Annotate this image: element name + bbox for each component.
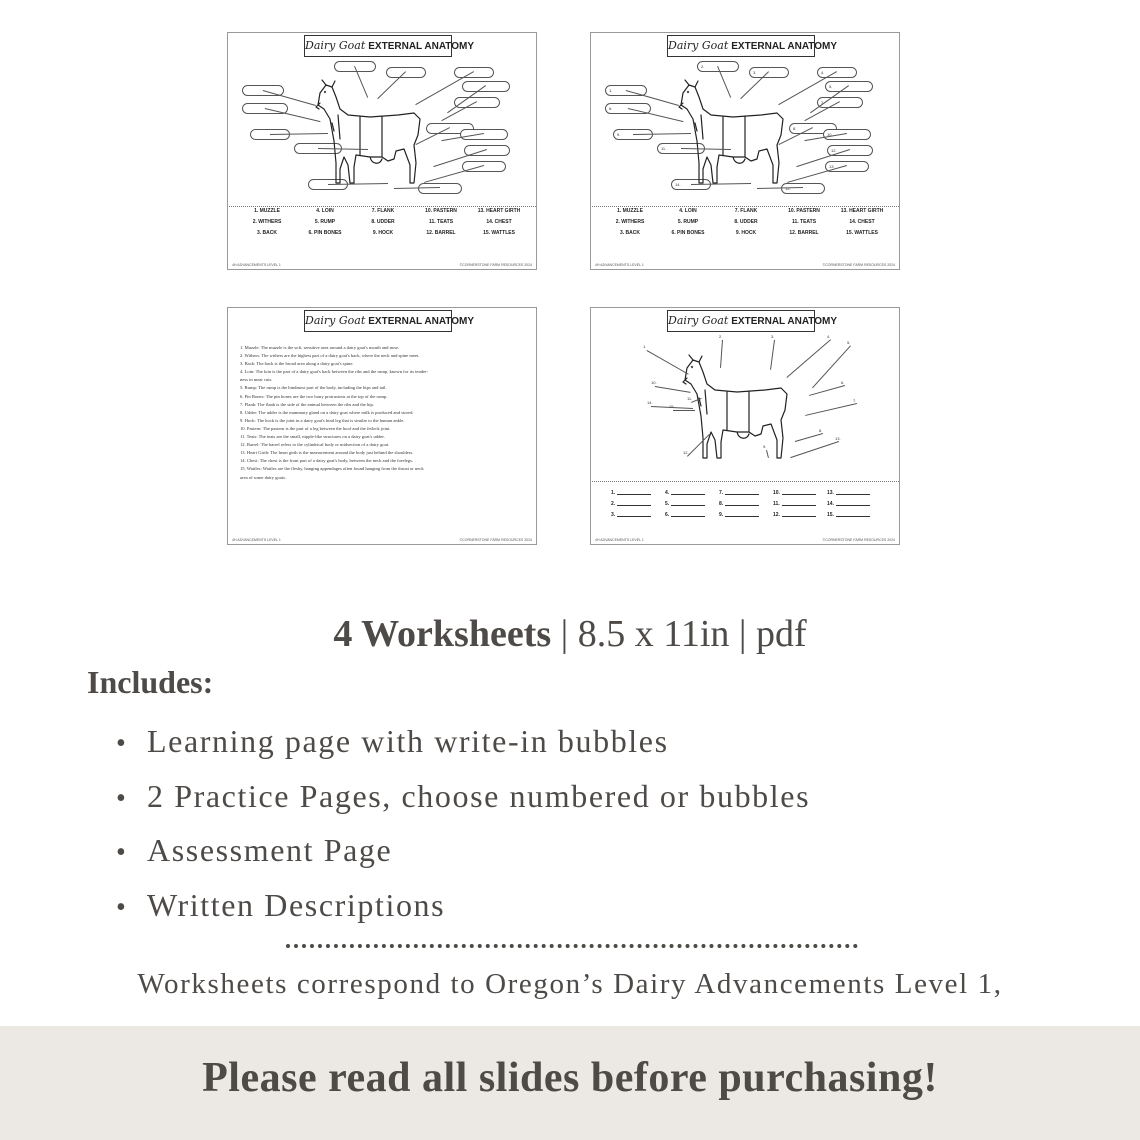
diagram-number-label: 10. [651, 380, 657, 385]
description-line: 6. Pin Bones: The pin bones are the two bony protrusions at the top of the rump. [240, 393, 388, 399]
term: 8. UDDER [371, 219, 395, 225]
includes-label: Includes: [87, 664, 214, 700]
answer-blank: 3. [611, 512, 665, 518]
term: 12. BARREL [426, 230, 456, 236]
answer-blanks [611, 490, 881, 518]
write-in-bubble: 3. [749, 67, 789, 78]
term: 2. WITHERS [252, 219, 282, 225]
sheet-footer-right: ©CORNERSTONE FARM RESOURCES 2024 [822, 263, 895, 267]
description-line: 10. Pastern: The pastern is the part of a leg between the hoof and the fetlock joint. [240, 425, 391, 431]
goat-diagram [673, 79, 793, 194]
write-in-bubble: 12. [827, 145, 873, 156]
worksheet-written-descriptions [227, 307, 537, 545]
write-in-bubble: 7. [817, 97, 863, 108]
term: 9. HOCK [735, 230, 757, 236]
term: 3. BACK [256, 230, 277, 236]
description-line: area of some dairy goats. [240, 474, 287, 480]
sheet-footer-left: 4H ADVANCEMENTS LEVEL 1 [232, 538, 281, 542]
diagram-number-label: 14. [647, 400, 653, 405]
sheet-footer-right: ©CORNERSTONE FARM RESOURCES 2024 [459, 263, 532, 267]
diagram-number-label: 11. [687, 396, 693, 401]
write-in-bubble: 4. [817, 67, 857, 78]
write-in-bubble [462, 81, 510, 92]
list-item: • Written Descriptions [116, 878, 810, 933]
description-line: 3. Back: The back is the broad area along a dairy goat's spine. [240, 361, 354, 367]
description-line: 12. Barrel: The barrel refers to the cylindrical body or midsection of a dairy goat. [240, 442, 390, 448]
term-list [601, 208, 891, 236]
diagram-number-label: 2. [719, 334, 723, 339]
write-in-bubble: 8. [789, 123, 837, 134]
term: 13. HEART GIRTH [477, 208, 521, 214]
cut-line [590, 206, 900, 207]
diagram-number-label: 1. [643, 344, 647, 349]
description-line: 7. Flank: The flank is the side of the animal between the ribs and the hip. [240, 401, 374, 407]
leader-line [812, 345, 851, 388]
answer-blank: 1. [611, 490, 665, 496]
worksheet-assessment-page [590, 307, 900, 545]
worksheet-learning-page [227, 32, 537, 270]
write-in-bubble [386, 67, 426, 78]
diagram-number-label: 8. [819, 428, 823, 433]
curriculum-note: Worksheets correspond to Oregon’s Dairy Advancements Level 1, [137, 968, 1003, 1000]
term: 9. HOCK [372, 230, 394, 236]
cut-line [227, 206, 537, 207]
term: 11. TEATS [428, 219, 454, 225]
dotted-divider [286, 944, 858, 948]
worksheet-title: Dairy Goat EXTERNAL ANATOMY [304, 310, 452, 332]
diagram-number-label: 15. [669, 404, 675, 409]
answer-blank: 4. [665, 490, 719, 496]
worksheet-practice-numbered-bubbles [590, 32, 900, 270]
description-line: 1. Muzzle: The muzzle is the soft, sensitive area around a dairy goat's mouth and nose. [240, 345, 400, 350]
worksheet-title: Dairy Goat EXTERNAL ANATOMY [667, 310, 815, 332]
diagram-number-label: 4. [827, 334, 831, 339]
answer-blank: 9. [719, 512, 773, 518]
term: 5. RUMP [677, 219, 699, 225]
leader-line [795, 433, 823, 442]
description-line: 5. Rump: The rump is the hindmost part of the body, including the hips and tail. [240, 385, 387, 391]
list-item: • Assessment Page [116, 823, 810, 878]
term: 5. RUMP [314, 219, 336, 225]
write-in-bubble: 6. [605, 103, 651, 114]
sheet-footer-left: 4H ADVANCEMENTS LEVEL 1 [595, 538, 644, 542]
diagram-number-label: 9. [763, 444, 767, 449]
write-in-bubble: 13. [825, 161, 869, 172]
description-line: 8. Udder: The udder is the mammary gland on a dairy goat where milk is produced and stored. [240, 409, 414, 415]
description-line: 11. Teats: The teats are the small, nipple-like structures on a dairy goat's udder. [240, 434, 385, 440]
description-line: 9. Hock: The hock is the joint in a dairy goat's hind leg that is similar to the human ankle. [240, 417, 405, 423]
answer-blank: 10. [773, 490, 827, 496]
answer-blank: 14. [827, 501, 881, 507]
description-line: 15. Wattles: Wattles are the fleshy, hanging appendages often found hanging from the throat or neck [240, 466, 424, 472]
leader-line [791, 441, 839, 458]
write-in-bubble: 9. [613, 129, 653, 140]
write-in-bubble: 15. [781, 183, 825, 194]
term: 6. PIN BONES [308, 230, 342, 236]
term: 10. PASTERN [425, 208, 457, 214]
answer-blank: 5. [665, 501, 719, 507]
sheet-footer-right: ©CORNERSTONE FARM RESOURCES 2024 [459, 538, 532, 542]
term: 15. WATTLES [846, 230, 878, 236]
term: 8. UDDER [734, 219, 758, 225]
description-line: 4. Loin: The loin is the part of a dairy goat's back between the ribs and the rump, known for its tender- [240, 369, 429, 375]
term: 10. PASTERN [788, 208, 820, 214]
answer-blank: 13. [827, 490, 881, 496]
answer-blank: 11. [773, 501, 827, 507]
answer-blank: 2. [611, 501, 665, 507]
term: 1. MUZZLE [617, 208, 643, 214]
leader-line [424, 165, 484, 183]
term: 14. CHEST [486, 219, 512, 225]
term: 6. PIN BONES [671, 230, 705, 236]
diagram-number-label: 13. [835, 436, 841, 441]
write-in-bubble [454, 67, 494, 78]
write-in-bubble: 14. [671, 179, 711, 190]
answer-blank: 7. [719, 490, 773, 496]
term: 12. BARREL [789, 230, 819, 236]
term: 15. WATTLES [483, 230, 515, 236]
worksheet-title: Dairy Goat EXTERNAL ANATOMY [667, 35, 815, 57]
diagram-number-label: 5. [847, 340, 851, 345]
diagram-number-label: 7. [853, 398, 857, 403]
term: 14. CHEST [849, 219, 875, 225]
answer-blank: 15. [827, 512, 881, 518]
description-line: 14. Chest: The chest is the front part of a dairy goat's body, between the neck and the forelegs. [240, 458, 414, 464]
write-in-bubble [460, 129, 508, 140]
term: 2. WITHERS [615, 219, 645, 225]
diagram-number-label: 3. [771, 334, 775, 339]
write-in-bubble: 11. [657, 143, 705, 154]
diagram-number-label: 12. [683, 450, 689, 455]
product-headline [0, 612, 1140, 656]
sheet-footer-right: ©CORNERSTONE FARM RESOURCES 2024 [822, 538, 895, 542]
answer-blank: 6. [665, 512, 719, 518]
cut-line [590, 481, 900, 482]
leader-line [787, 165, 847, 183]
description-line: 2. Withers: The withers are the highest part of a dairy goat's back, where the neck and spine meet. [240, 353, 420, 359]
list-item: • Learning page with write-in bubbles [116, 714, 810, 769]
format-details: | 8.5 x 11in | pdf [551, 613, 807, 655]
goat-diagram [310, 79, 430, 194]
description-list [240, 344, 526, 482]
term: 4. LOIN [316, 208, 334, 214]
list-item: • 2 Practice Pages, choose numbered or bubbles [116, 769, 810, 824]
term: 13. HEART GIRTH [840, 208, 884, 214]
worksheet-count: 4 Worksheets [333, 613, 552, 655]
term: 1. MUZZLE [254, 208, 280, 214]
description-line: 13. Heart Girth: The heart girth is the measurement around the body just behind the shoulders. [240, 450, 414, 456]
purchase-notice: Please read all slides before purchasing! [202, 1055, 938, 1101]
leader-line [673, 410, 695, 411]
worksheet-title: Dairy Goat EXTERNAL ANATOMY [304, 35, 452, 57]
answer-blank: 12. [773, 512, 827, 518]
sheet-footer-left: 4H ADVANCEMENTS LEVEL 1 [232, 263, 281, 267]
term: 4. LOIN [679, 208, 697, 214]
write-in-bubble: 5. [825, 81, 873, 92]
includes-list [116, 714, 810, 932]
term: 7. FLANK [371, 208, 395, 214]
write-in-bubble: 1. [605, 85, 647, 96]
term: 11. TEATS [791, 219, 817, 225]
leader-line [805, 403, 857, 416]
sheet-footer-left: 4H ADVANCEMENTS LEVEL 1 [595, 263, 644, 267]
write-in-bubble: 10. [823, 129, 871, 140]
answer-blank: 8. [719, 501, 773, 507]
term-list [238, 208, 528, 236]
description-line: ness in meat cuts. [240, 377, 273, 383]
diagram-number-label: 6. [841, 380, 845, 385]
term: 7. FLANK [734, 208, 758, 214]
term: 3. BACK [619, 230, 640, 236]
goat-diagram [677, 354, 797, 469]
write-in-bubble: 2. [697, 61, 739, 72]
